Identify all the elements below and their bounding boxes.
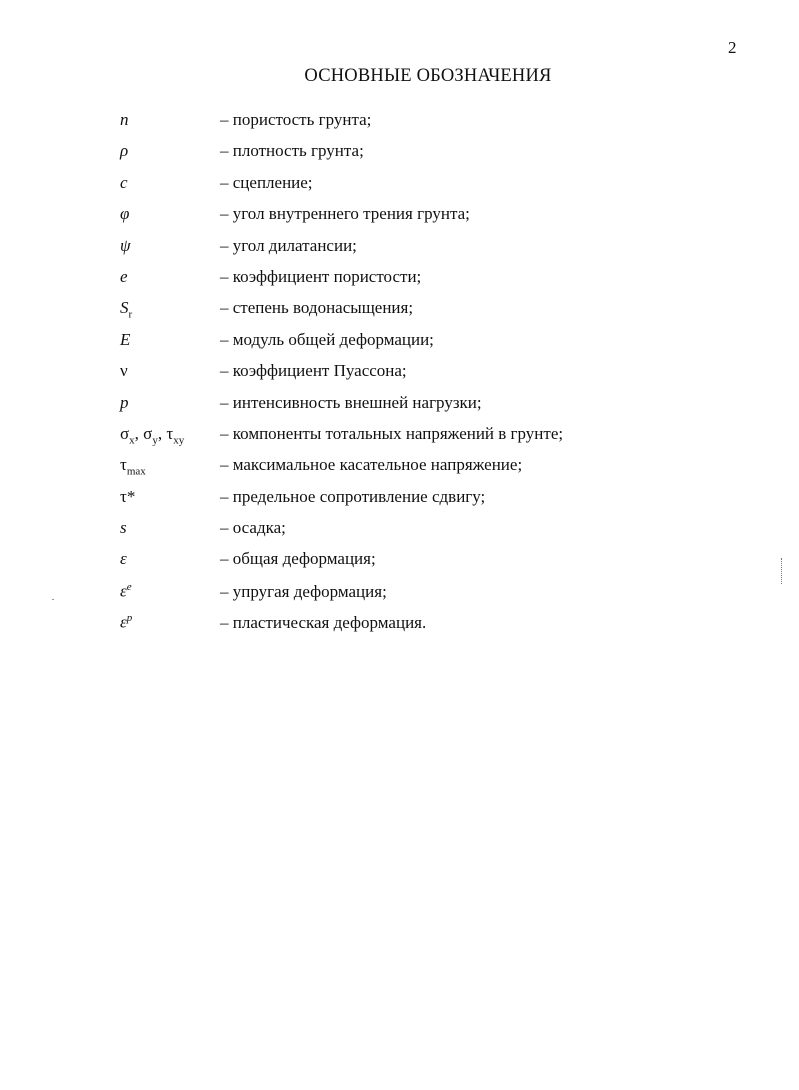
scan-edge-mark (781, 558, 784, 584)
definition: – угол внутреннего трения грунта; (220, 204, 470, 224)
definition: – угол дилатансии; (220, 235, 357, 255)
scan-speck (52, 599, 54, 600)
symbol-subscript: x (129, 434, 135, 447)
definition: – плотность грунта; (220, 141, 364, 161)
definition: – модуль общей деформации; (220, 329, 434, 349)
definition: – пластическая деформация. (220, 612, 427, 632)
notation-row (120, 424, 740, 455)
symbol-porosity: n (120, 110, 129, 129)
definition: – пористость грунта; (220, 110, 372, 129)
symbol-base: ε (120, 581, 127, 601)
definition: – максимальное касательное напряжение; (220, 455, 523, 475)
notation-row (120, 141, 740, 172)
symbol-base: ε (120, 612, 127, 632)
symbol-max-shear-stress (120, 455, 220, 477)
symbol-stress-components: $\sigma_x$, $\sigma_y$, $\tau_{xy}$ (120, 423, 185, 447)
symbol-base: τ (120, 455, 127, 475)
symbol-friction-angle: φ (120, 204, 130, 224)
symbol-subscript: xy (173, 434, 185, 447)
page-title: ОСНОВНЫЕ ОБОЗНАЧЕНИЯ (304, 66, 552, 86)
symbol-subscript: y (152, 434, 158, 447)
page-number: 2 (728, 38, 737, 57)
symbol-subscript: r (128, 308, 133, 321)
symbol-sigma: σ (143, 423, 153, 443)
notation-row (120, 549, 740, 580)
symbol-settlement: s (120, 518, 127, 538)
notation-row (120, 330, 740, 361)
definition: – осадка; (220, 518, 286, 538)
symbol-superscript: e (126, 580, 132, 593)
notation-list (120, 110, 740, 644)
definition: – предельное сопротивление сдвигу; (220, 486, 486, 506)
symbol-total-strain: ε (120, 549, 127, 569)
definition: – коэффициент Пуассона; (220, 361, 407, 381)
definition: – коэффициент пористости; (220, 266, 422, 286)
definition: – компоненты тотальных напряжений в грунте; (220, 423, 564, 443)
symbol-subscript: max (126, 465, 146, 478)
definition: – сцепление; (220, 172, 313, 192)
notation-row (120, 173, 740, 204)
symbol-plastic-strain (120, 612, 220, 633)
symbol-saturation (120, 298, 220, 320)
symbol-shear-resistance: τ* (120, 486, 136, 506)
notation-row (120, 393, 740, 424)
symbol-sigma: σ (120, 423, 130, 443)
notation-row (120, 612, 740, 643)
definition: – степень водонасыщения; (220, 298, 414, 318)
notation-row (120, 236, 740, 267)
symbol-base: S (120, 298, 129, 318)
definition: – интенсивность внешней нагрузки; (220, 392, 482, 412)
notation-row (120, 267, 740, 298)
symbol-cohesion: c (120, 172, 128, 192)
symbol-deformation-modulus: E (120, 329, 131, 349)
symbol-superscript: p (126, 612, 133, 625)
notation-row (120, 298, 740, 329)
notation-row (120, 204, 740, 235)
notation-row (120, 110, 740, 141)
symbol-dilatancy-angle: ψ (120, 235, 131, 255)
notation-row (120, 361, 740, 392)
notation-row (120, 487, 740, 518)
definition: – упругая деформация; (220, 581, 387, 601)
symbol-load-intensity: p (120, 392, 129, 412)
symbol-poisson-ratio: ν (120, 361, 128, 381)
notation-row (120, 581, 740, 612)
symbol-tau: τ (166, 423, 174, 443)
definition: – общая деформация; (220, 549, 376, 569)
notation-row (120, 455, 740, 486)
notation-row (120, 518, 740, 549)
symbol-elastic-strain (120, 581, 220, 602)
symbol-void-ratio: e (120, 266, 128, 286)
symbol-density: ρ (120, 141, 129, 161)
